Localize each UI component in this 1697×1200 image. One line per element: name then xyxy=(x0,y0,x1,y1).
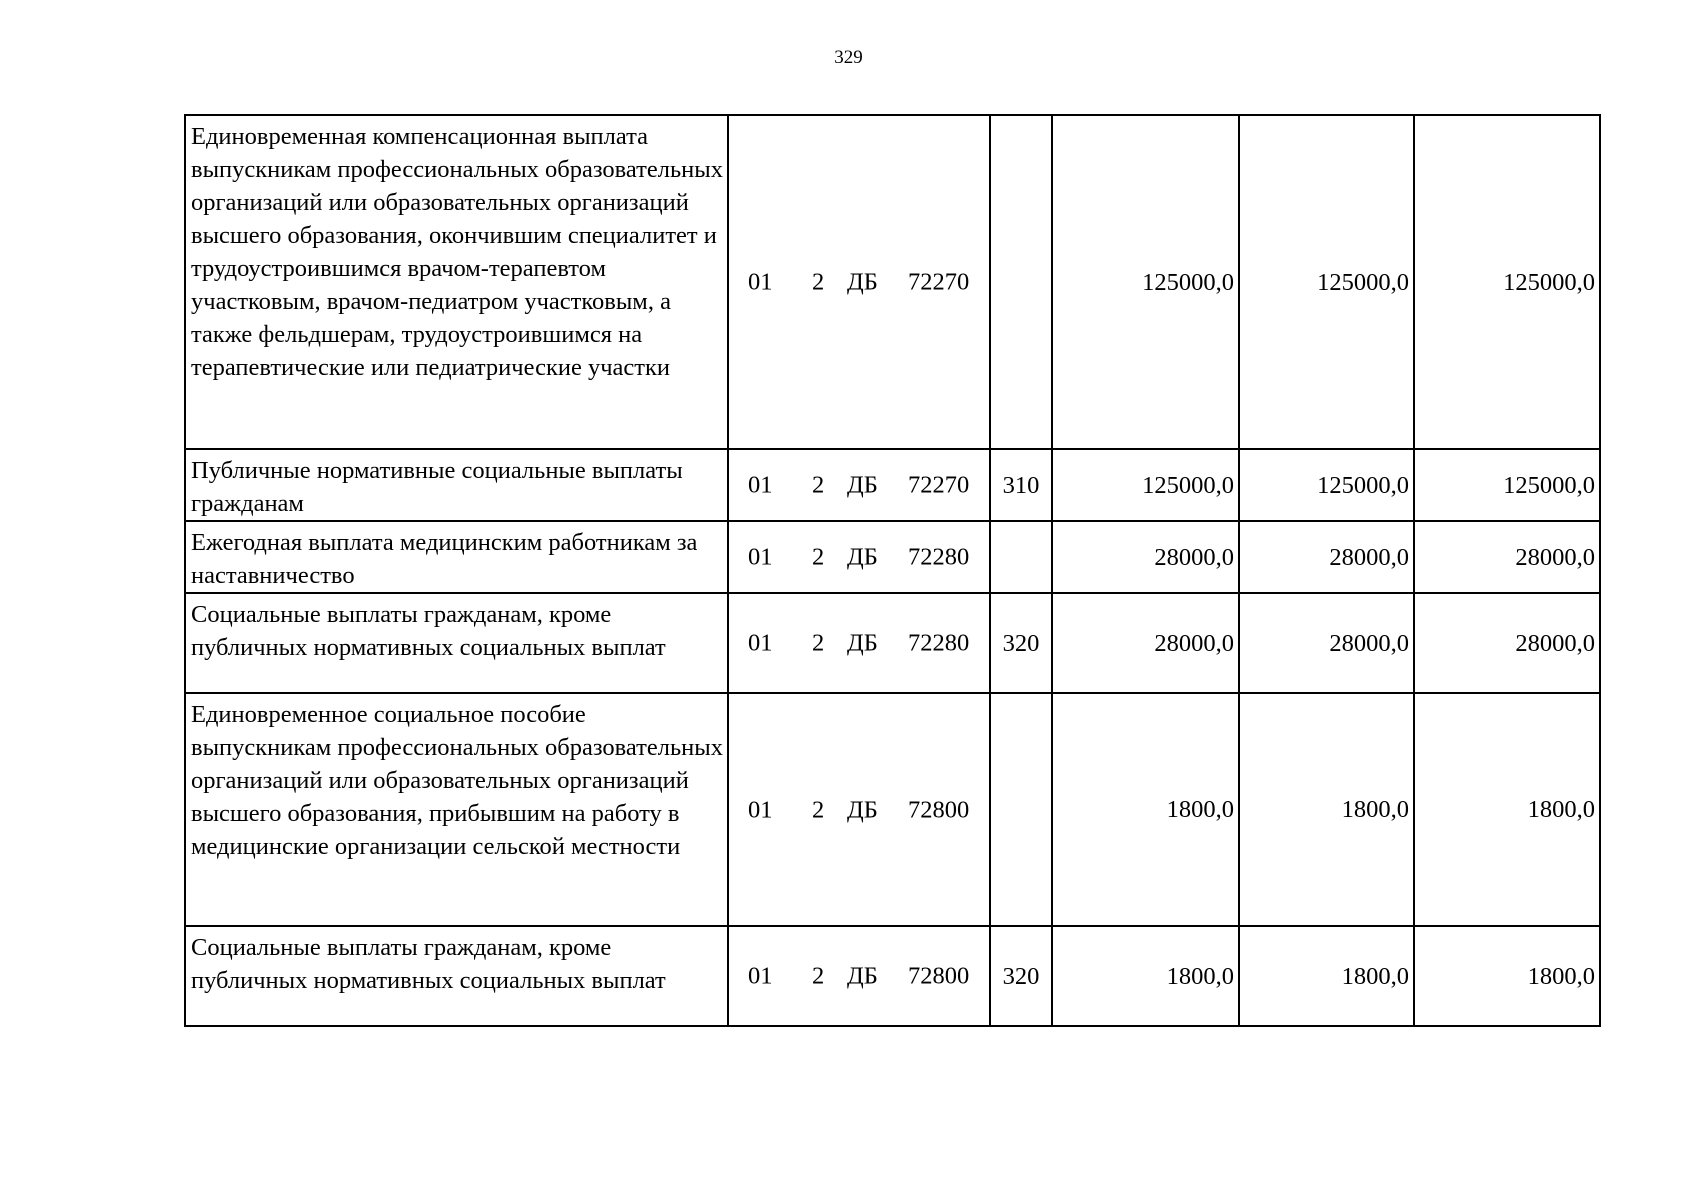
amount-year-2: 125000,0 xyxy=(1239,115,1414,449)
table-row xyxy=(185,521,1600,593)
table-row xyxy=(185,926,1600,1026)
row-description: Единовременное социальное пособие выпускникам профессиональных образовательных организаций или образовательных организаций высшего образования, прибывшим на работу в медицинские организации сельской местности xyxy=(185,693,728,926)
program-code: 01 xyxy=(748,268,773,296)
subprogram-code: 2 xyxy=(812,629,825,657)
program-code: 01 xyxy=(748,796,773,823)
main-event-code: ДБ xyxy=(847,796,878,823)
main-event-code: ДБ xyxy=(847,962,878,990)
table-row xyxy=(185,449,1600,521)
amount-year-2: 125000,0 xyxy=(1239,449,1414,521)
target-article-code xyxy=(728,115,990,449)
amount-year-3: 125000,0 xyxy=(1414,449,1600,521)
subprogram-code: 2 xyxy=(812,268,825,296)
target-article-code xyxy=(728,449,990,521)
expense-kind xyxy=(990,115,1052,449)
expense-direction-code: 72280 xyxy=(908,543,970,571)
expense-kind: 320 xyxy=(990,593,1052,693)
amount-year-3: 1800,0 xyxy=(1414,693,1600,926)
amount-year-1: 1800,0 xyxy=(1052,926,1239,1026)
amount-year-1: 125000,0 xyxy=(1052,115,1239,449)
row-description: Публичные нормативные социальные выплаты гражданам xyxy=(185,449,728,521)
expense-direction-code: 72270 xyxy=(908,268,970,296)
expense-direction-code: 72800 xyxy=(908,796,970,823)
row-description: Социальные выплаты гражданам, кроме публичных нормативных социальных выплат xyxy=(185,926,728,1026)
amount-year-2: 1800,0 xyxy=(1239,693,1414,926)
expense-kind: 320 xyxy=(990,926,1052,1026)
table-row xyxy=(185,693,1600,926)
amount-year-3: 28000,0 xyxy=(1414,521,1600,593)
program-code: 01 xyxy=(748,543,773,571)
subprogram-code: 2 xyxy=(812,543,825,571)
table-row xyxy=(185,115,1600,449)
amount-year-3: 1800,0 xyxy=(1414,926,1600,1026)
amount-year-1: 1800,0 xyxy=(1052,693,1239,926)
amount-year-1: 28000,0 xyxy=(1052,521,1239,593)
row-description: Единовременная компенсационная выплата выпускникам профессиональных образовательных организаций или образовательных организаций высшего образования, окончившим специалитет и трудоустроившимся врачом-терапевтом участковым, врачом-педиатром участковым, а также фельдшерам, трудоустроившимся на терапевтические или педиатрические участки xyxy=(185,115,728,449)
program-code: 01 xyxy=(748,629,773,657)
main-event-code: ДБ xyxy=(847,471,878,499)
table-row xyxy=(185,593,1600,693)
budget-table xyxy=(184,114,1601,1027)
expense-kind xyxy=(990,693,1052,926)
target-article-code xyxy=(728,926,990,1026)
row-description: Социальные выплаты гражданам, кроме публичных нормативных социальных выплат xyxy=(185,593,728,693)
program-code: 01 xyxy=(748,962,773,990)
expense-direction-code: 72280 xyxy=(908,629,970,657)
amount-year-3: 125000,0 xyxy=(1414,115,1600,449)
main-event-code: ДБ xyxy=(847,543,878,571)
subprogram-code: 2 xyxy=(812,471,825,499)
page-number: 329 xyxy=(834,47,863,68)
amount-year-2: 28000,0 xyxy=(1239,521,1414,593)
row-description: Ежегодная выплата медицинским работникам за наставничество xyxy=(185,521,728,593)
target-article-code xyxy=(728,521,990,593)
target-article-code xyxy=(728,693,990,926)
program-code: 01 xyxy=(748,471,773,499)
expense-direction-code: 72270 xyxy=(908,471,970,499)
main-event-code: ДБ xyxy=(847,268,878,296)
subprogram-code: 2 xyxy=(812,796,825,823)
expense-kind xyxy=(990,521,1052,593)
main-event-code: ДБ xyxy=(847,629,878,657)
amount-year-2: 1800,0 xyxy=(1239,926,1414,1026)
target-article-code xyxy=(728,593,990,693)
amount-year-2: 28000,0 xyxy=(1239,593,1414,693)
expense-direction-code: 72800 xyxy=(908,962,970,990)
amount-year-1: 28000,0 xyxy=(1052,593,1239,693)
amount-year-3: 28000,0 xyxy=(1414,593,1600,693)
expense-kind: 310 xyxy=(990,449,1052,521)
amount-year-1: 125000,0 xyxy=(1052,449,1239,521)
subprogram-code: 2 xyxy=(812,962,825,990)
